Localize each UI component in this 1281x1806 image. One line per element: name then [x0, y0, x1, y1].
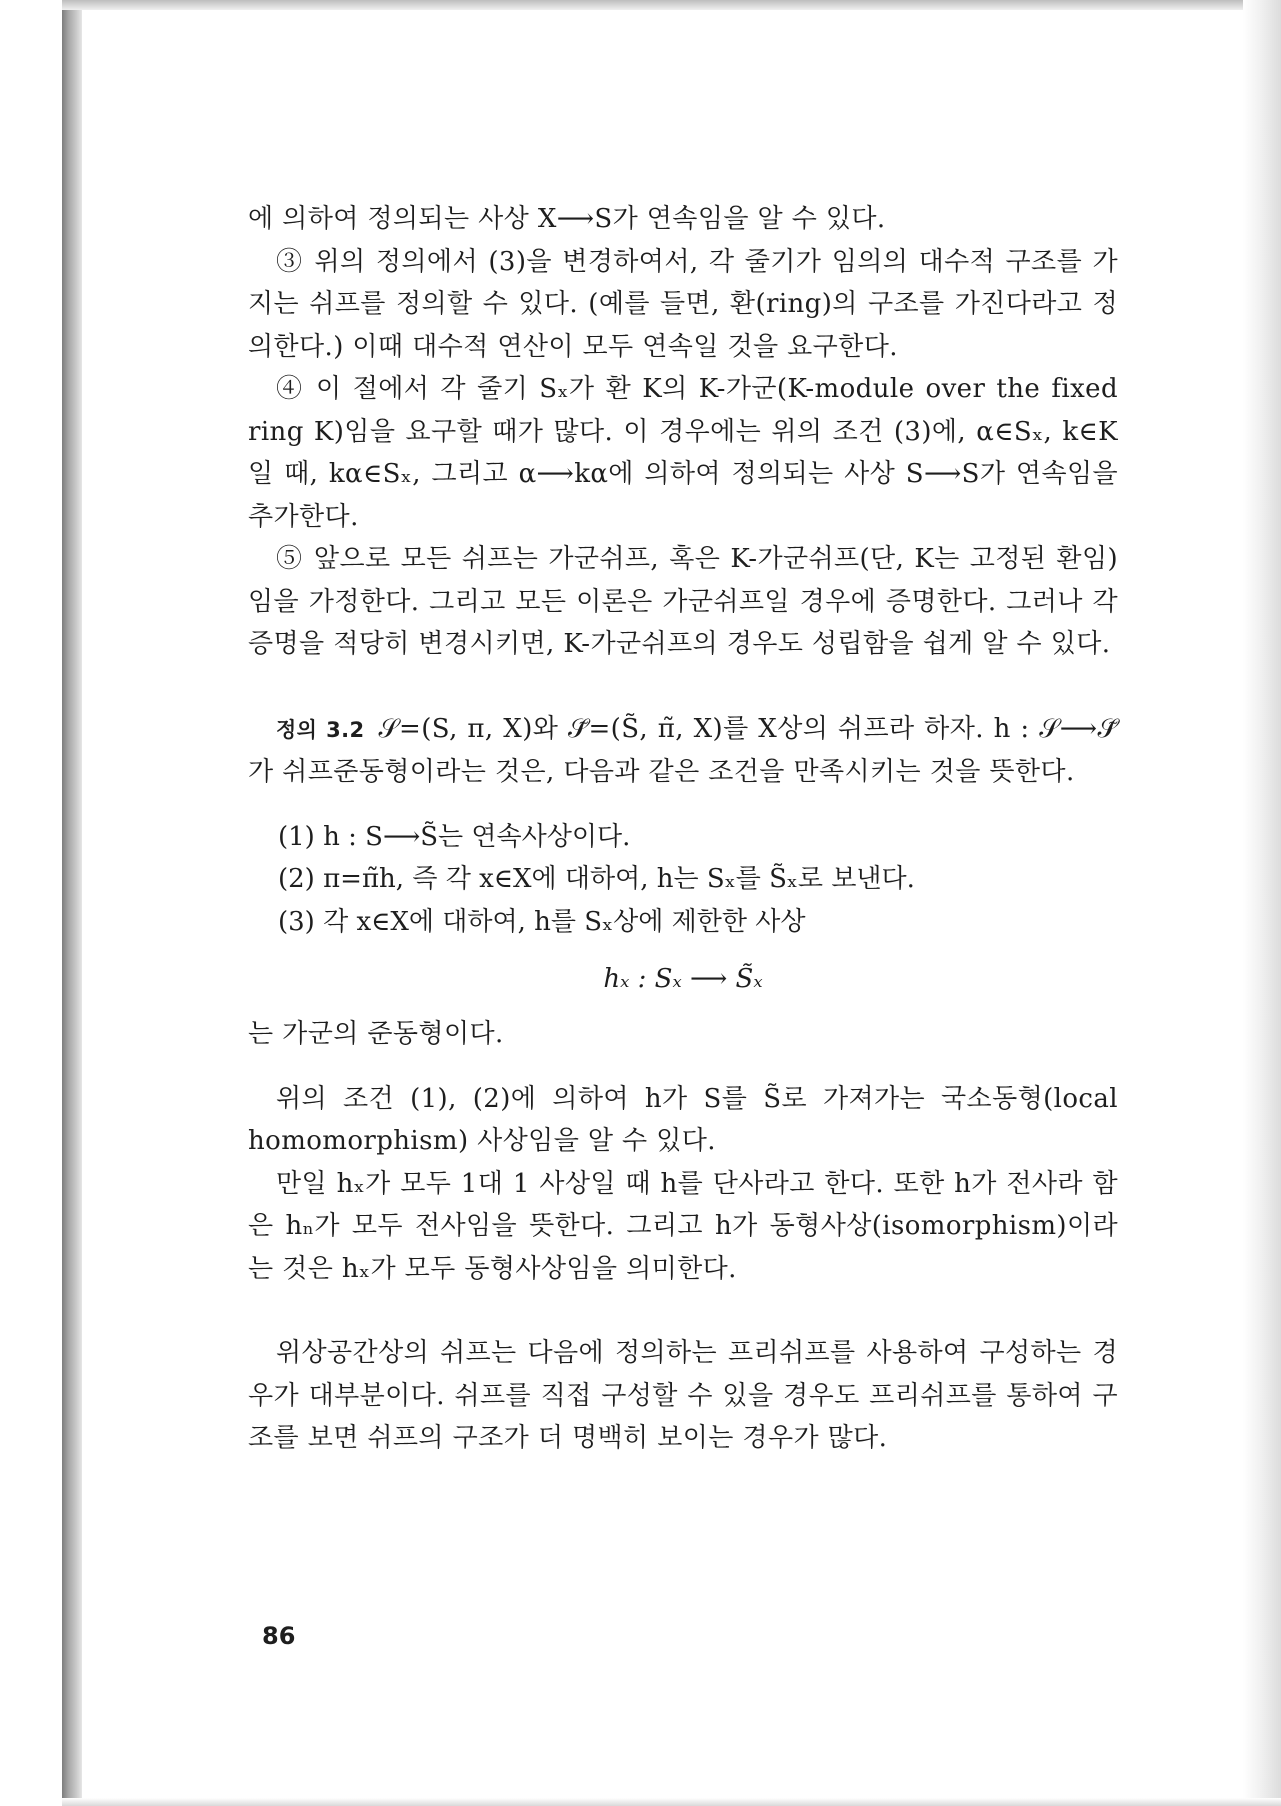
closing-paragraph: 위상공간상의 쉬프는 다음에 정의하는 프리쉬프를 사용하여 구성하는 경우가 대부분이다. 쉬프를 직접 구성할 수 있을 경우도 프리쉬프를 통하여 구조를 보면 쉬프의 구조가 더 명백히 보이는 경우가 많다. [248, 1338, 1118, 1453]
paragraph-note-3: ③ 위의 정의에서 (3)을 변경하여서, 각 줄기가 임의의 대수적 구조를 가지는 쉬프를 정의할 수 있다. (예를 들면, 환(ring)의 구조를 가진다라고 정의한다.) 이때 대수적 연산이 모두 연속일 것을 요구한다. [248, 246, 1118, 362]
definition-conclusion: 는 가군의 준동형이다. [248, 1019, 504, 1049]
paragraph-note-4: ④ 이 절에서 각 줄기 Sₓ가 환 K의 K-가군(K-module over the fixed ring K)임을 요구할 때가 많다. 이 경우에는 위의 조건 (3)에, α∈Sₓ, k∈K일 때, kα∈Sₓ, 그리고 α⟶kα에 의하여 정의되는 사상 S⟶S가 연속임을 추가한다. [248, 374, 1118, 532]
definition-text: 𝒮=(S, π, X)와 𝒮̃=(S̃, π̃, X)를 X상의 쉬프라 하자. h : 𝒮⟶𝒮̃가 쉬프준동형이라는 것은, 다음과 같은 조건을 만족시키는 것을 뜻한다. [248, 713, 1119, 787]
remark-paragraph: 만일 hₓ가 모두 1대 1 사상일 때 h를 단사라고 한다. 또한 h가 전사라 함은 hₙ가 모두 전사임을 뜻한다. 그리고 h가 동형사상(isomorphism)이라는 것은 hₓ가 모두 동형사상임을 의미한다. [248, 1168, 1118, 1284]
paragraph-continuation: 에 의하여 정의되는 사상 X⟶S가 연속임을 알 수 있다. [248, 204, 886, 234]
condition-item: (1) h : S⟶S̃는 연속사상이다. [278, 821, 631, 852]
page-number: 86 [262, 1622, 296, 1650]
book-right-edge [1243, 0, 1281, 1806]
book-bottom-edge [62, 1798, 1281, 1806]
definition-block [248, 708, 1118, 1056]
condition-item: (2) π=π̃h, 즉 각 x∈X에 대하여, h는 Sₓ를 S̃ₓ로 보낸다. [278, 864, 915, 894]
book-spine-shadow [62, 0, 82, 1806]
condition-list [248, 816, 1118, 944]
condition-item: (3) 각 x∈X에 대하여, h를 Sₓ상에 제한한 사상 [278, 906, 806, 937]
remark-paragraph: 위의 조건 (1), (2)에 의하여 h가 S를 S̃로 가져가는 국소동형(local homomorphism) 사상임을 알 수 있다. [248, 1083, 1118, 1156]
paragraph-note-5: ⑤ 앞으로 모든 쉬프는 가군쉬프, 혹은 K-가군쉬프(단, K는 고정된 환임)임을 가정한다. 그리고 모든 이론은 가군쉬프일 경우에 증명한다. 그러나 각 증명을 적당히 변경시키면, K-가군쉬프의 경우도 성립함을 쉽게 알 수 있다. [248, 544, 1118, 659]
page-body [248, 198, 1118, 1460]
definition-label: 정의 3.2 [276, 717, 365, 742]
display-formula: hₓ : Sₓ ⟶ S̃ₓ [603, 964, 763, 994]
book-top-edge [62, 0, 1281, 10]
